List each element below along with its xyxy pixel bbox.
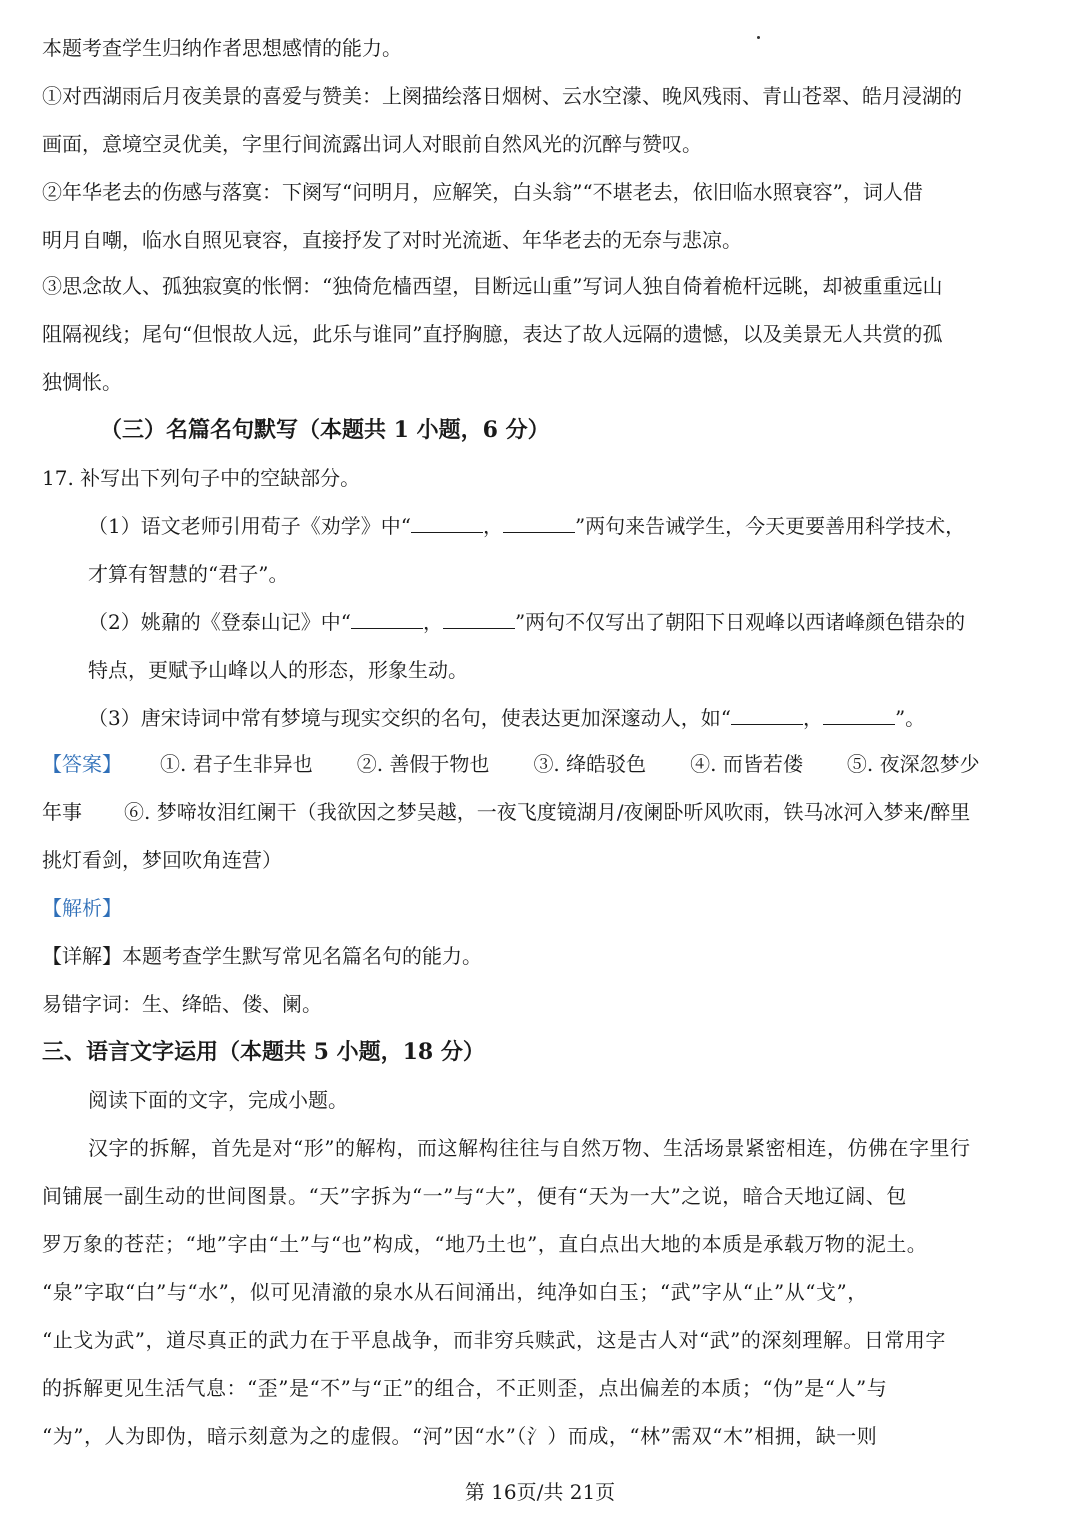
- passage-line: 的拆解更见生活气息：“歪”是“不”与“正”的组合，不正则歪，点出偏差的本质；“伪”是“人”与: [42, 1376, 888, 1400]
- detail-line: [42, 942, 482, 970]
- blank-2[interactable]: [503, 514, 575, 533]
- detail-label: 【详解】: [42, 944, 122, 968]
- passage-line: “泉”字取“白”与“水”，似可见清澈的泉水从石间涌出，纯净如白玉；“武”字从“止”从“戈”，: [42, 1280, 868, 1304]
- blank-3[interactable]: [351, 610, 423, 629]
- analysis-point-2: ②年华老去的伤感与落寞：下阕写“问明月，应解笑，白头翁”“不堪老去，依旧临水照衰容”，词人借: [42, 180, 923, 204]
- analysis-point-1-cont: 画面，意境空灵优美，字里行间流露出词人对眼前自然风光的沉醉与赞叹。: [42, 132, 702, 156]
- analysis-point-1: ①对西湖雨后月夜美景的喜爱与赞美：上阕描绘落日烟树、云水空濛、晚风残雨、青山苍翠、皓月浸湖的: [42, 84, 962, 108]
- passage-line: 汉字的拆解，首先是对“形”的解构，而这解构往往与自然万物、生活场景紧密相连，仿佛在字里行: [88, 1136, 971, 1160]
- question-17-item-2: （2）姚鼐的《登泰山记》中“ ， ”两句不仅写出了朝阳下日观峰以西诸峰颜色错杂的: [88, 610, 966, 634]
- answer-5: ⑤. 夜深忽梦少: [846, 752, 980, 776]
- detail-text: 本题考查学生默写常见名篇名句的能力。: [122, 944, 482, 968]
- passage-line: 罗万象的苍茫；“地”字由“土”与“也”构成，“地乃土也”，直白点出大地的本质是承载万物的泥土。: [42, 1232, 928, 1256]
- answer-6-cont: 挑灯看剑，梦回吹角连营）: [42, 848, 282, 872]
- blank-1[interactable]: [411, 514, 483, 533]
- passage-line: “为”，人为即伪，暗示刻意为之的虚假。“河”因“水”（氵）而成，“林”需双“木”相拥，缺一则: [42, 1424, 878, 1448]
- part-3-heading: 三、语言文字运用（本题共 5 小题，18 分）: [42, 1039, 485, 1065]
- answer-line: [42, 750, 980, 778]
- answer-1: ①. 君子生非异也: [160, 752, 313, 776]
- answer-2: ②. 善假于物也: [356, 752, 490, 776]
- passage-line: “止戈为武”，道尽真正的武力在于平息战争，而非穷兵赎武，这是古人对“武”的深刻理解。日常用字: [42, 1328, 946, 1352]
- analysis-point-2-cont: 明月自嘲，临水自照见衰容，直接抒发了对时光流逝、年华老去的无奈与悲凉。: [42, 228, 742, 252]
- question-17-title: 17. 补写出下列句子中的空缺部分。: [42, 466, 361, 490]
- answer-line-2: [42, 798, 970, 826]
- answer-3: ③. 绛皓驳色: [533, 752, 647, 776]
- passage-line: 间铺展一副生动的世间图景。“天”字拆为“一”与“大”，便有“天为一大”之说，暗合天地辽阔、包: [42, 1184, 907, 1208]
- analysis-point-3-end: 独惆怅。: [42, 370, 122, 394]
- analysis-point-3-cont: 阻隔视线；尾句“但恨故人远，此乐与谁同”直抒胸臆，表达了故人远隔的遗憾，以及美景无人共赏的孤: [42, 322, 943, 346]
- analysis-intro: 本题考查学生归纳作者思想感情的能力。: [42, 36, 402, 60]
- answer-5-cont: 年事: [42, 800, 82, 824]
- question-17-item-2-cont: 特点，更赋予山峰以人的形态，形象生动。: [88, 658, 468, 682]
- question-17-item-1-cont: 才算有智慧的“君子”。: [88, 562, 289, 586]
- analysis-label: 【解析】: [42, 896, 122, 920]
- page-footer: 第 16页/共 21页: [464, 1480, 616, 1504]
- analysis-point-3: ③思念故人、孤独寂寞的怅惘：“独倚危樯西望，目断远山重”写词人独自倚着桅杆远眺，却被重重远山: [42, 274, 943, 298]
- blank-4[interactable]: [443, 610, 515, 629]
- reading-prompt: 阅读下面的文字，完成小题。: [88, 1088, 348, 1112]
- answer-label: 【答案】: [42, 752, 122, 776]
- speck: [757, 36, 760, 39]
- section-heading-recitation: （三）名篇名句默写（本题共 1 小题，6 分）: [100, 417, 550, 443]
- question-17-item-1: （1）语文老师引用荀子《劝学》中“ ， ”两句来告诫学生，今天更要善用科学技术，: [88, 514, 966, 538]
- answer-4: ④. 而皆若偻: [690, 752, 803, 776]
- question-17-item-3: （3）唐宋诗词中常有梦境与现实交织的名句，使表达更加深邃动人，如“ ， ”。: [88, 706, 926, 730]
- blank-5[interactable]: [731, 706, 803, 725]
- blank-6[interactable]: [823, 706, 895, 725]
- answer-6: ⑥. 梦啼妆泪红阑干（我欲因之梦吴越，一夜飞度镜湖月/夜阑卧听风吹雨，铁马冰河入梦来/醉里: [124, 800, 971, 824]
- error-prone-words: 易错字词：生、绛皓、偻、阑。: [42, 992, 322, 1016]
